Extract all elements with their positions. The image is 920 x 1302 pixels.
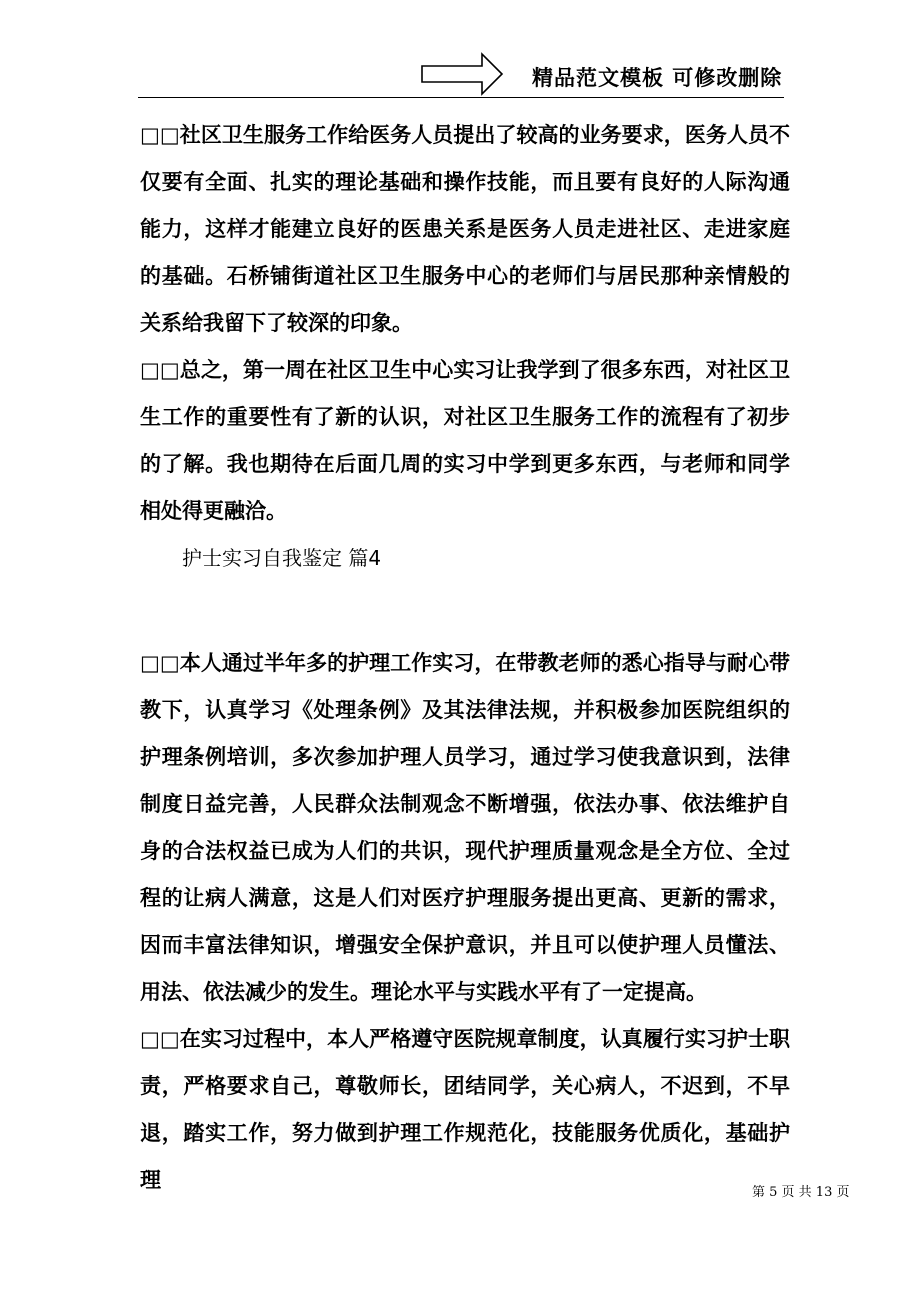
header-divider [138, 97, 784, 98]
header-title: 精品范文模板 可修改删除 [532, 66, 783, 90]
document-body [140, 112, 790, 1204]
paragraph-internship-conduct: □□在实习过程中，本人严格遵守医院规章制度，认真履行实习护士职责，严格要求自己，尊敬师长，团结同学，关心病人，不迟到，不早退，踏实工作，努力做到护理工作规范化，技能服务优质化，基础护理 [140, 1027, 790, 1192]
right-arrow-icon [420, 52, 504, 96]
paragraph-community-health-requirements: □□社区卫生服务工作给医务人员提出了较高的业务要求，医务人员不仅要有全面、扎实的理论基础和操作技能，而且要有良好的人际沟通能力，这样才能建立良好的医患关系是医务人员走进社区、走进家庭的基础。石桥铺街道社区卫生服务中心的老师们与居民那种亲情般的关系给我留下了较深的印象。 [140, 123, 790, 335]
section-spacer [140, 582, 790, 640]
paragraph-first-week-summary: □□总之，第一周在社区卫生中心实习让我学到了很多东西，对社区卫生工作的重要性有了新的认识，对社区卫生服务工作的流程有了初步的了解。我也期待在后面几周的实习中学到更多东西，与老师和同学相处得更融洽。 [140, 358, 790, 523]
paragraph-nursing-law-study: □□本人通过半年多的护理工作实习，在带教老师的悉心指导与耐心带教下，认真学习《处理条例》及其法律法规，并积极参加医院组织的护理条例培训，多次参加护理人员学习，通过学习使我意识到，法律制度日益完善，人民群众法制观念不断增强，依法办事、依法维护自身的合法权益已成为人们的共识，现代护理质量观念是全方位、全过程的让病人满意，这是人们对医疗护理服务提出更高、更新的需求，因而丰富法律知识，增强安全保护意识，并且可以使护理人员懂法、用法、依法减少的发生。理论水平与实践水平有了一定提高。 [140, 651, 790, 1004]
page-number: 第 5 页 共 13 页 [752, 1185, 850, 1200]
section-heading: 护士实习自我鉴定 篇4 [182, 546, 382, 570]
